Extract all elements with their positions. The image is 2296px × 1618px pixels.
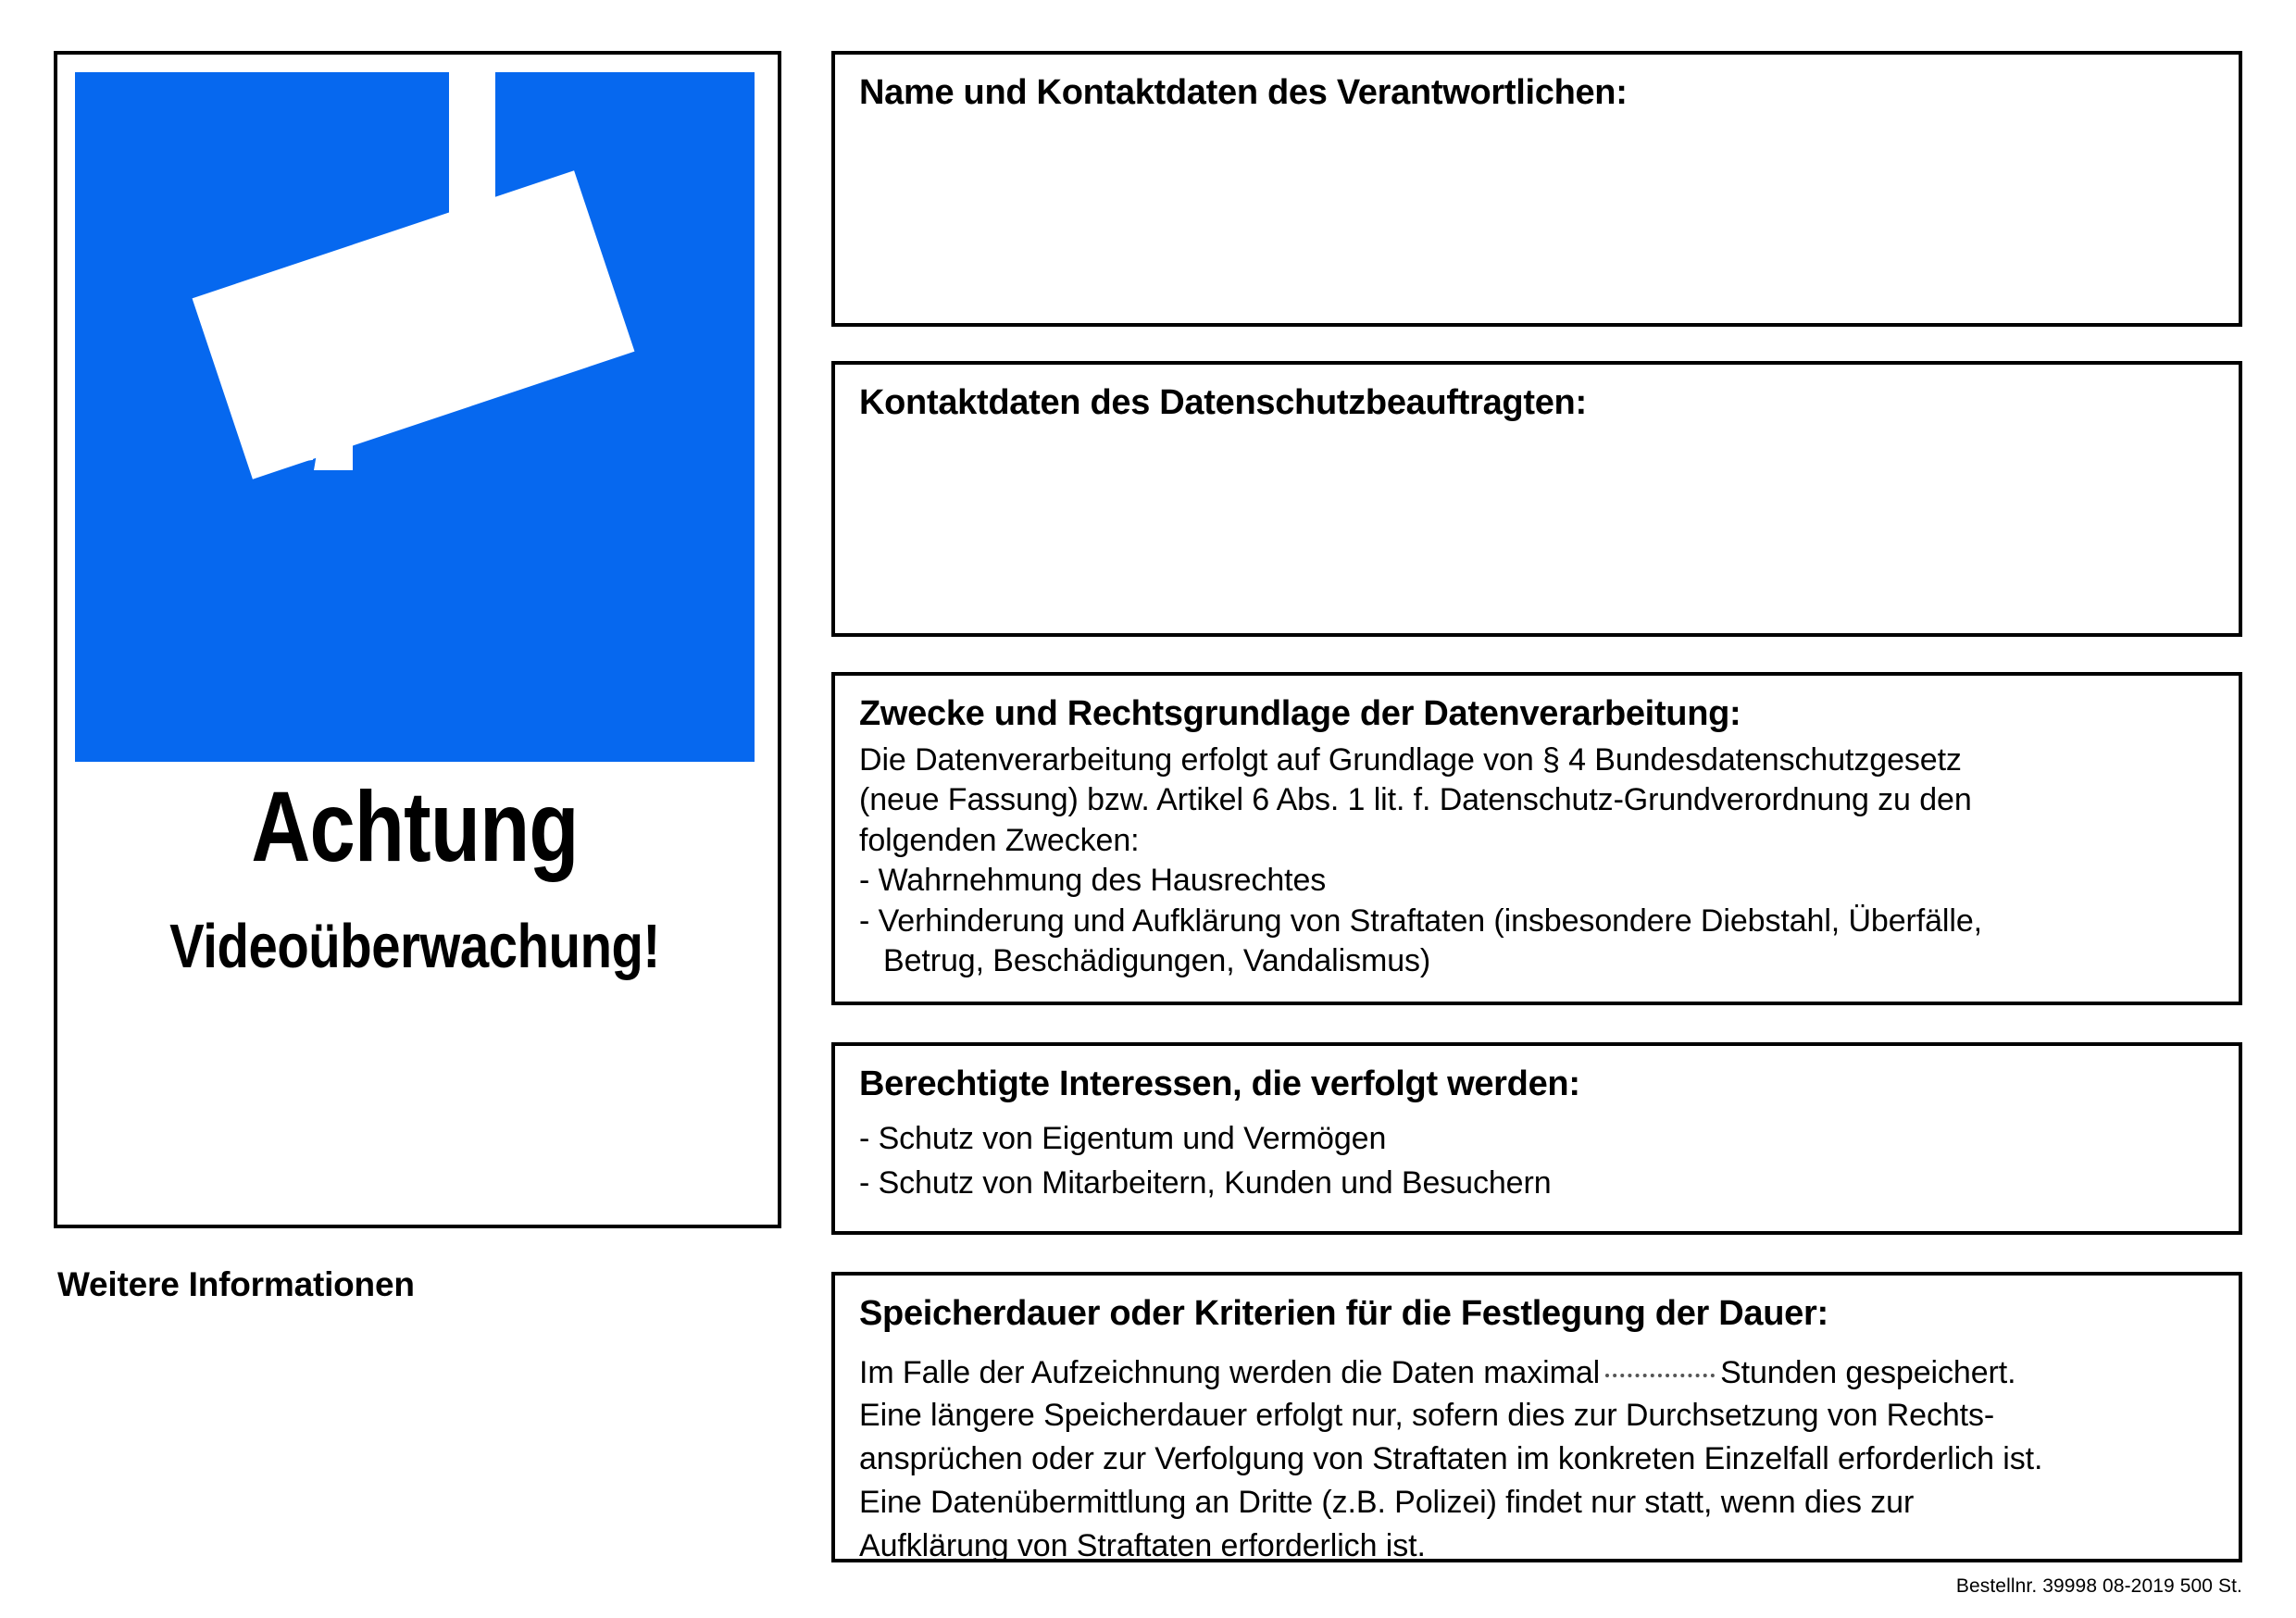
legitimate-interests-box (831, 1042, 2242, 1235)
sign-text-block (75, 770, 755, 981)
storage-duration-line-1-after: Stunden gespeichert. (1720, 1354, 2016, 1390)
responsible-party-box[interactable] (831, 51, 2242, 327)
further-information-label: Weitere Informationen (57, 1265, 415, 1303)
purpose-line-2: (neue Fassung) bzw. Artikel 6 Abs. 1 lit. f. Datenschutz-Grundverordnung zu den (859, 782, 1972, 818)
order-number-footer: Bestellnr. 39998 08-2019 500 St. (1955, 1575, 2242, 1597)
warning-sign-panel (54, 51, 781, 1228)
legitimate-interests-title: Berechtigte Interessen, die verfolgt werden: (859, 1064, 1580, 1103)
cctv-camera-icon (75, 72, 755, 762)
storage-duration-box[interactable] (831, 1272, 2242, 1562)
purpose-line-1: Die Datenverarbeitung erfolgt auf Grundlage von § 4 Bundesdatenschutzgesetz (859, 741, 1962, 778)
camera-body-icon (193, 170, 635, 479)
storage-duration-line-2: Eine längere Speicherdauer erfolgt nur, sofern dies zur Durchsetzung von Rechts- (859, 1398, 1995, 1434)
purpose-line-3: folgenden Zwecken: (859, 822, 1140, 858)
storage-duration-line-5: Aufklärung von Straftaten erforderlich ist. (859, 1528, 1426, 1564)
purpose-bullet-2: - Verhinderung und Aufklärung von Straftaten (insbesondere Diebstahl, Überfälle, (859, 902, 1982, 939)
purpose-title: Zwecke und Rechtsgrundlage der Datenverarbeitung: (859, 694, 1741, 733)
storage-duration-line-3: ansprüchen oder zur Verfolgung von Straftaten im konkreten Einzelfall erforderlich ist. (859, 1441, 2043, 1477)
purpose-bullet-1: - Wahrnehmung des Hausrechtes (859, 863, 1327, 899)
storage-duration-line-4: Eine Datenübermittlung an Dritte (z.B. Polizei) findet nur statt, wenn dies zur (859, 1485, 1915, 1521)
storage-duration-body (859, 1351, 2215, 1569)
storage-hours-fill-in-field[interactable] (1605, 1374, 1715, 1377)
storage-duration-line-1-before: Im Falle der Aufzeichnung werden die Daten maximal (859, 1354, 1601, 1390)
data-protection-officer-title: Kontaktdaten des Datenschutzbeauftragten: (859, 383, 1587, 422)
purpose-bullet-2-continuation: Betrug, Beschädigungen, Vandalismus) (883, 943, 1431, 979)
sign-subtitle: Videoüberwachung! (169, 912, 660, 981)
storage-duration-line-1 (859, 1351, 2215, 1395)
purpose-and-legal-basis-box (831, 672, 2242, 1005)
legitimate-interests-body (859, 1116, 2215, 1206)
interests-bullet-2: - Schutz von Mitarbeitern, Kunden und Besuchern (859, 1164, 1552, 1201)
storage-duration-title: Speicherdauer oder Kriterien für die Festlegung der Dauer: (859, 1294, 1828, 1333)
sign-title: Achtung (251, 770, 579, 882)
interests-bullet-1: - Schutz von Eigentum und Vermögen (859, 1120, 1387, 1156)
responsible-party-title: Name und Kontaktdaten des Verantwortlichen: (859, 73, 1628, 112)
purpose-body (859, 741, 2215, 982)
data-protection-officer-box[interactable] (831, 361, 2242, 637)
